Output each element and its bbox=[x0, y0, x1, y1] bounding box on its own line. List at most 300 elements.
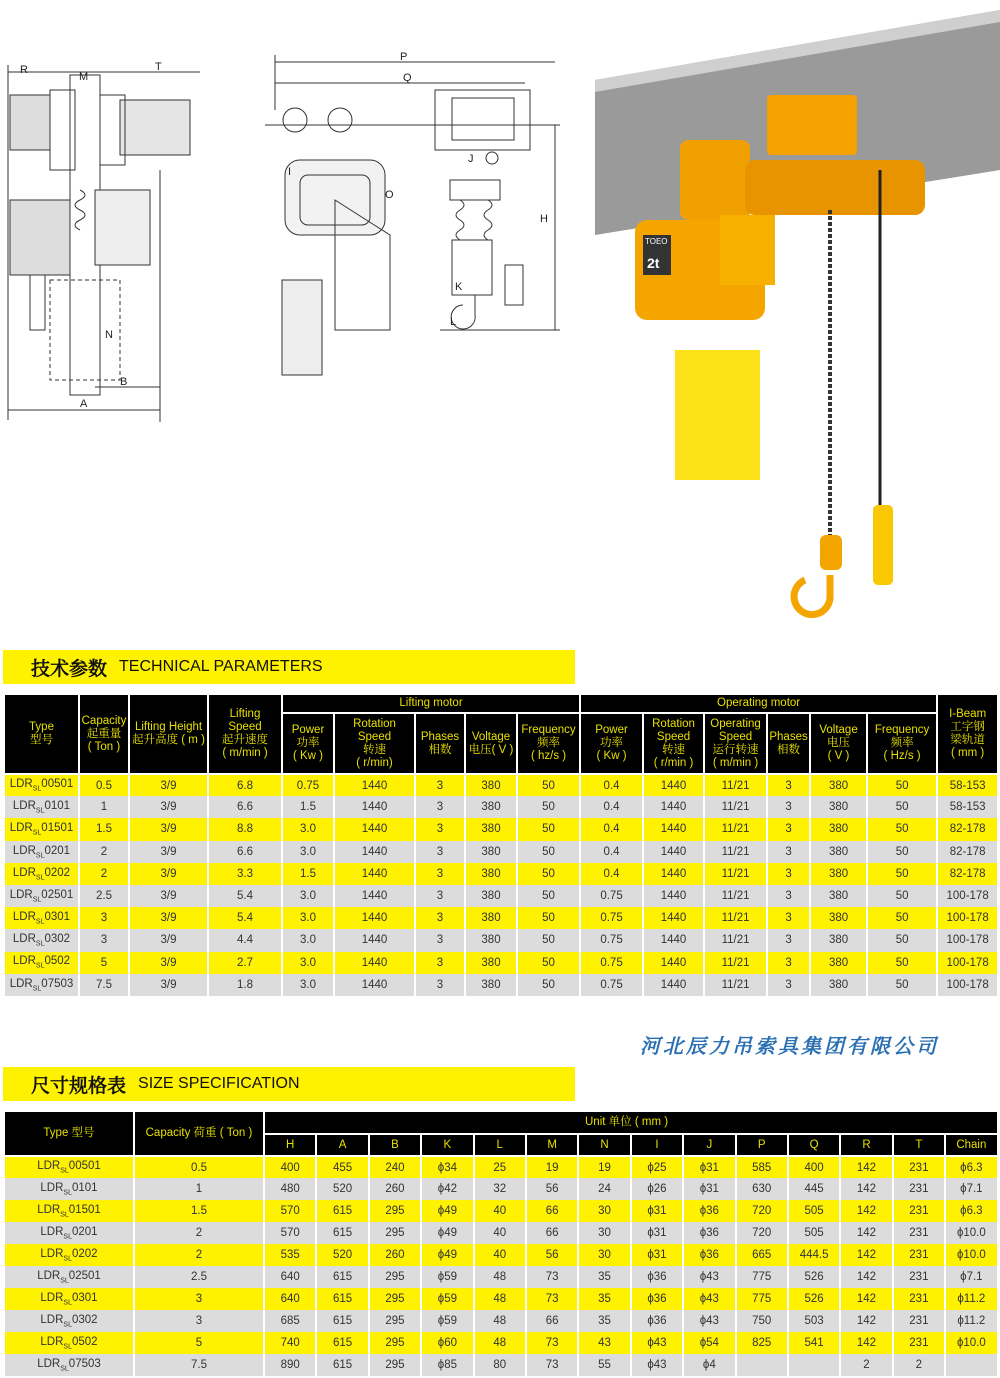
table-cell: 640 bbox=[264, 1266, 316, 1288]
table-cell: ϕ25 bbox=[631, 1156, 683, 1178]
table-cell: 0.75 bbox=[580, 929, 643, 951]
table-cell: 3/9 bbox=[129, 974, 208, 996]
side-view-drawing bbox=[265, 51, 560, 375]
table-cell: 2.5 bbox=[134, 1266, 264, 1288]
header-dim: I bbox=[631, 1134, 683, 1156]
type-cell: $LDR_{SL}0101$ bbox=[4, 1178, 134, 1200]
table-cell: ϕ11.2 bbox=[945, 1310, 998, 1332]
table-cell: 50 bbox=[517, 818, 580, 840]
table-cell: 585 bbox=[736, 1156, 788, 1178]
table-cell: ϕ49 bbox=[421, 1200, 473, 1222]
table-cell: 3.0 bbox=[282, 885, 334, 907]
table-cell: 58-153 bbox=[937, 774, 998, 796]
table-cell: 1440 bbox=[643, 974, 704, 996]
table-cell: 444.5 bbox=[788, 1244, 840, 1266]
table-cell: 1.5 bbox=[282, 796, 334, 818]
table-cell: 640 bbox=[264, 1288, 316, 1310]
table-cell: ϕ10.0 bbox=[945, 1222, 998, 1244]
label-P: P bbox=[400, 51, 408, 63]
table-row bbox=[4, 907, 998, 929]
table-cell: 30 bbox=[578, 1200, 630, 1222]
table-cell: 380 bbox=[810, 885, 867, 907]
table-cell: 7.5 bbox=[79, 974, 129, 996]
table-cell: 50 bbox=[517, 774, 580, 796]
table-cell: 1440 bbox=[643, 907, 704, 929]
header-dim: A bbox=[316, 1134, 368, 1156]
table-cell: 19 bbox=[578, 1156, 630, 1178]
table-cell: ϕ42 bbox=[421, 1178, 473, 1200]
table-cell: 3 bbox=[767, 929, 810, 951]
table-cell: 50 bbox=[867, 774, 937, 796]
table-cell: 480 bbox=[264, 1178, 316, 1200]
table-cell: 82-178 bbox=[937, 841, 998, 863]
header-rot: Rotation Speed 转速 ( r/min) bbox=[334, 713, 415, 774]
table-cell: ϕ49 bbox=[421, 1244, 473, 1266]
table-cell: 3 bbox=[415, 841, 465, 863]
header-dim: Q bbox=[788, 1134, 840, 1156]
label-T: T bbox=[155, 61, 162, 73]
table-cell: 100-178 bbox=[937, 974, 998, 996]
table-cell: 3 bbox=[415, 863, 465, 885]
table-cell: 73 bbox=[526, 1354, 578, 1376]
table-cell: 55 bbox=[578, 1354, 630, 1376]
table-cell: 2 bbox=[134, 1222, 264, 1244]
table-cell: 1440 bbox=[334, 841, 415, 863]
table-cell: 3 bbox=[415, 974, 465, 996]
table-row bbox=[4, 863, 998, 885]
table-cell: 100-178 bbox=[937, 952, 998, 974]
table-cell: ϕ31 bbox=[631, 1200, 683, 1222]
table-cell: 58-153 bbox=[937, 796, 998, 818]
type-cell: $LDR_{SL}07503$ bbox=[4, 1354, 134, 1376]
label-N: N bbox=[105, 329, 113, 341]
table-cell: 48 bbox=[474, 1288, 526, 1310]
table-cell: 3 bbox=[415, 907, 465, 929]
header-phases: Phases 相数 bbox=[415, 713, 465, 774]
table-cell: 3 bbox=[415, 796, 465, 818]
table-cell: 40 bbox=[474, 1200, 526, 1222]
table-cell: 3/9 bbox=[129, 818, 208, 840]
table-cell: 35 bbox=[578, 1310, 630, 1332]
table-cell: 1440 bbox=[334, 952, 415, 974]
table-cell: 3.0 bbox=[282, 841, 334, 863]
table-cell: 3 bbox=[767, 796, 810, 818]
label-L: L bbox=[450, 316, 457, 328]
table-cell: 380 bbox=[465, 952, 517, 974]
technical-parameters-table bbox=[3, 693, 999, 996]
table-cell: 526 bbox=[788, 1288, 840, 1310]
table-cell: 630 bbox=[736, 1178, 788, 1200]
table-cell: 3 bbox=[767, 863, 810, 885]
table-cell: 503 bbox=[788, 1310, 840, 1332]
table-cell: 825 bbox=[736, 1332, 788, 1354]
table-cell: 1440 bbox=[643, 796, 704, 818]
table-cell: ϕ36 bbox=[631, 1288, 683, 1310]
heading-en: SIZE SPECIFICATION bbox=[138, 1075, 300, 1092]
table-cell: ϕ43 bbox=[631, 1332, 683, 1354]
table-cell: ϕ10.0 bbox=[945, 1244, 998, 1266]
table-row bbox=[4, 841, 998, 863]
table-cell: 1440 bbox=[643, 818, 704, 840]
table-cell: 142 bbox=[840, 1310, 892, 1332]
type-cell: $LDR_{SL}0202$ bbox=[4, 1244, 134, 1266]
table-cell: 380 bbox=[810, 841, 867, 863]
table-cell: 750 bbox=[736, 1310, 788, 1332]
table-cell: 3 bbox=[415, 929, 465, 951]
table-cell: 526 bbox=[788, 1266, 840, 1288]
table-cell: 380 bbox=[465, 974, 517, 996]
table-cell: 7.5 bbox=[134, 1354, 264, 1376]
table-cell: 260 bbox=[369, 1178, 421, 1200]
table-row bbox=[4, 796, 998, 818]
header-voltage: Voltage 电压( V ) bbox=[465, 713, 517, 774]
table-cell: 1440 bbox=[334, 907, 415, 929]
header-power: Power 功率 ( Kw ) bbox=[282, 713, 334, 774]
header-capacity: Capacity 起重量 ( Ton ) bbox=[79, 694, 129, 774]
table-cell: 295 bbox=[369, 1200, 421, 1222]
table-cell: 50 bbox=[517, 974, 580, 996]
table-row bbox=[4, 952, 998, 974]
header-unit: Unit 单位 ( mm ) bbox=[264, 1111, 998, 1134]
table-cell: 50 bbox=[867, 885, 937, 907]
table-cell: 400 bbox=[264, 1156, 316, 1178]
table-cell: ϕ49 bbox=[421, 1222, 473, 1244]
header-op-phases: Phases 相数 bbox=[767, 713, 810, 774]
table-cell: 3/9 bbox=[129, 774, 208, 796]
header-dim: J bbox=[683, 1134, 735, 1156]
table-cell: 11/21 bbox=[704, 796, 767, 818]
table-cell: 570 bbox=[264, 1222, 316, 1244]
header-dim: N bbox=[578, 1134, 630, 1156]
table-cell: ϕ7.1 bbox=[945, 1178, 998, 1200]
table-cell: 231 bbox=[893, 1244, 945, 1266]
table-cell: 100-178 bbox=[937, 907, 998, 929]
brand-label: TOEO bbox=[645, 237, 668, 246]
table-cell: ϕ6.3 bbox=[945, 1200, 998, 1222]
table-cell: 50 bbox=[867, 841, 937, 863]
table-cell bbox=[788, 1354, 840, 1376]
type-cell: $LDR_{SL}01501$ bbox=[4, 818, 79, 840]
header-op-voltage: Voltage 电压 ( V ) bbox=[810, 713, 867, 774]
table-cell: ϕ31 bbox=[683, 1178, 735, 1200]
table-cell: 380 bbox=[465, 885, 517, 907]
table-cell: 3.0 bbox=[282, 952, 334, 974]
table-cell: 1440 bbox=[643, 952, 704, 974]
table-cell: 380 bbox=[465, 818, 517, 840]
table-cell: 40 bbox=[474, 1222, 526, 1244]
table-cell: 3 bbox=[415, 885, 465, 907]
table-cell: 445 bbox=[788, 1178, 840, 1200]
table-cell: 11/21 bbox=[704, 774, 767, 796]
table-cell: 380 bbox=[465, 863, 517, 885]
table-cell: 1440 bbox=[643, 863, 704, 885]
table-cell: 380 bbox=[465, 929, 517, 951]
table-row bbox=[4, 1156, 998, 1178]
table-cell: 19 bbox=[526, 1156, 578, 1178]
table-row bbox=[4, 1310, 998, 1332]
table-cell: 775 bbox=[736, 1266, 788, 1288]
table-cell: ϕ43 bbox=[683, 1310, 735, 1332]
table-cell: 3 bbox=[767, 818, 810, 840]
table-cell: 3 bbox=[79, 929, 129, 951]
table-cell: 720 bbox=[736, 1200, 788, 1222]
header-capacity: Capacity 荷重 ( Ton ) bbox=[134, 1111, 264, 1156]
label-M: M bbox=[79, 71, 89, 83]
table-cell: ϕ36 bbox=[683, 1200, 735, 1222]
table-cell: 615 bbox=[316, 1310, 368, 1332]
product-photo-hoist bbox=[595, 10, 1000, 620]
table-cell: 5.4 bbox=[208, 907, 282, 929]
table-cell: 56 bbox=[526, 1244, 578, 1266]
type-cell: $LDR_{SL}02501$ bbox=[4, 885, 79, 907]
table-cell: 615 bbox=[316, 1266, 368, 1288]
header-op-speed: Operating Speed 运行转速 ( m/min ) bbox=[704, 713, 767, 774]
table-cell: 43 bbox=[578, 1332, 630, 1354]
table-cell: 231 bbox=[893, 1288, 945, 1310]
table-cell: 3/9 bbox=[129, 952, 208, 974]
table-cell: 0.4 bbox=[580, 796, 643, 818]
table-row bbox=[4, 1200, 998, 1222]
type-cell: $LDR_{SL}0202$ bbox=[4, 863, 79, 885]
table-cell: 40 bbox=[474, 1244, 526, 1266]
table-cell: 142 bbox=[840, 1200, 892, 1222]
type-cell: $LDR_{SL}00501$ bbox=[4, 1156, 134, 1178]
table-cell: ϕ7.1 bbox=[945, 1266, 998, 1288]
table-cell: 50 bbox=[517, 952, 580, 974]
table-cell: 2 bbox=[840, 1354, 892, 1376]
table-cell: 775 bbox=[736, 1288, 788, 1310]
table-cell: 2.5 bbox=[79, 885, 129, 907]
table-cell: 73 bbox=[526, 1288, 578, 1310]
table-cell: 3.3 bbox=[208, 863, 282, 885]
table-cell: 11/21 bbox=[704, 885, 767, 907]
table-cell: ϕ26 bbox=[631, 1178, 683, 1200]
label-B: B bbox=[120, 376, 128, 388]
label-K: K bbox=[455, 281, 463, 293]
table-cell: 142 bbox=[840, 1178, 892, 1200]
table-cell: 6.8 bbox=[208, 774, 282, 796]
table-cell: 231 bbox=[893, 1156, 945, 1178]
table-cell: 6.6 bbox=[208, 841, 282, 863]
type-cell: $LDR_{SL}0502$ bbox=[4, 1332, 134, 1354]
table-cell: 0.75 bbox=[282, 774, 334, 796]
table-cell: 80 bbox=[474, 1354, 526, 1376]
type-cell: $LDR_{SL}0302$ bbox=[4, 1310, 134, 1332]
type-cell: $LDR_{SL}0302$ bbox=[4, 929, 79, 951]
label-O: O bbox=[385, 189, 394, 201]
table-cell: 50 bbox=[867, 863, 937, 885]
table-cell bbox=[945, 1354, 998, 1376]
table-cell: 50 bbox=[867, 796, 937, 818]
header-freq: Frequency 频率 ( hz/s ) bbox=[517, 713, 580, 774]
table-cell: 380 bbox=[810, 774, 867, 796]
table-cell: 11/21 bbox=[704, 907, 767, 929]
table-cell: 3 bbox=[134, 1310, 264, 1332]
table-cell: ϕ43 bbox=[683, 1288, 735, 1310]
header-lift-height: Lifting Height 起升高度 ( m ) bbox=[129, 694, 208, 774]
table-cell: 50 bbox=[517, 863, 580, 885]
table-cell: ϕ59 bbox=[421, 1310, 473, 1332]
table-cell: ϕ36 bbox=[683, 1244, 735, 1266]
table-cell: 505 bbox=[788, 1222, 840, 1244]
table-cell: ϕ59 bbox=[421, 1288, 473, 1310]
header-dim: L bbox=[474, 1134, 526, 1156]
table-cell: 3 bbox=[415, 818, 465, 840]
table-cell: 100-178 bbox=[937, 929, 998, 951]
table-cell: 380 bbox=[810, 863, 867, 885]
table-cell: 380 bbox=[810, 796, 867, 818]
table-cell: ϕ31 bbox=[631, 1222, 683, 1244]
table-cell: 2 bbox=[79, 863, 129, 885]
table-cell: 0.5 bbox=[134, 1156, 264, 1178]
table-cell: 615 bbox=[316, 1222, 368, 1244]
type-cell: $LDR_{SL}0201$ bbox=[4, 841, 79, 863]
header-dim: M bbox=[526, 1134, 578, 1156]
table-cell: 3.0 bbox=[282, 907, 334, 929]
table-cell: 5.4 bbox=[208, 885, 282, 907]
table-cell: 520 bbox=[316, 1178, 368, 1200]
table-row bbox=[4, 885, 998, 907]
table-cell: 3.0 bbox=[282, 818, 334, 840]
table-cell: ϕ34 bbox=[421, 1156, 473, 1178]
table-cell: 615 bbox=[316, 1354, 368, 1376]
table-cell: 1440 bbox=[334, 885, 415, 907]
table-cell: 24 bbox=[578, 1178, 630, 1200]
table-cell: 295 bbox=[369, 1222, 421, 1244]
table-cell: 505 bbox=[788, 1200, 840, 1222]
table-row bbox=[4, 1266, 998, 1288]
table-cell: 50 bbox=[517, 796, 580, 818]
table-cell: 3/9 bbox=[129, 863, 208, 885]
table-cell: 380 bbox=[465, 774, 517, 796]
table-cell: 1440 bbox=[643, 841, 704, 863]
table-cell: 541 bbox=[788, 1332, 840, 1354]
table-cell: ϕ11.2 bbox=[945, 1288, 998, 1310]
table-row bbox=[4, 1222, 998, 1244]
table-cell: 2 bbox=[893, 1354, 945, 1376]
table-cell: ϕ10.0 bbox=[945, 1332, 998, 1354]
table-cell: 231 bbox=[893, 1310, 945, 1332]
label-I: I bbox=[288, 166, 292, 178]
type-cell: $LDR_{SL}00501$ bbox=[4, 774, 79, 796]
table-cell: 380 bbox=[810, 929, 867, 951]
table-cell: 1.5 bbox=[134, 1200, 264, 1222]
table-cell: 3 bbox=[415, 774, 465, 796]
table-cell: 35 bbox=[578, 1288, 630, 1310]
table-cell: 66 bbox=[526, 1200, 578, 1222]
table-cell: 100-178 bbox=[937, 885, 998, 907]
header-dim: B bbox=[369, 1134, 421, 1156]
size-specification-table bbox=[3, 1110, 999, 1376]
table-cell bbox=[736, 1354, 788, 1376]
table-cell: 1.5 bbox=[282, 863, 334, 885]
table-cell: ϕ43 bbox=[683, 1266, 735, 1288]
table-cell: 1440 bbox=[643, 774, 704, 796]
table-cell: 380 bbox=[810, 907, 867, 929]
table-cell: 8.8 bbox=[208, 818, 282, 840]
type-cell: $LDR_{SL}01501$ bbox=[4, 1200, 134, 1222]
table-cell: 142 bbox=[840, 1288, 892, 1310]
table-cell: 3 bbox=[415, 952, 465, 974]
table-cell: 56 bbox=[526, 1178, 578, 1200]
table-row bbox=[4, 774, 998, 796]
heading-cn: 尺寸规格表 bbox=[31, 1074, 127, 1097]
table-cell: 73 bbox=[526, 1332, 578, 1354]
table-cell: 3.0 bbox=[282, 929, 334, 951]
table-cell: 380 bbox=[465, 841, 517, 863]
table-cell: 48 bbox=[474, 1310, 526, 1332]
table-cell: 1440 bbox=[643, 885, 704, 907]
heading-cn: 技术参数 bbox=[31, 657, 108, 680]
table-cell: 50 bbox=[867, 974, 937, 996]
table-cell: 2 bbox=[134, 1244, 264, 1266]
table-cell: 3 bbox=[767, 952, 810, 974]
table-cell: 0.75 bbox=[580, 974, 643, 996]
type-cell: $LDR_{SL}0101$ bbox=[4, 796, 79, 818]
type-cell: $LDR_{SL}0201$ bbox=[4, 1222, 134, 1244]
table-cell: 3/9 bbox=[129, 841, 208, 863]
type-cell: $LDR_{SL}02501$ bbox=[4, 1266, 134, 1288]
table-row bbox=[4, 1244, 998, 1266]
table-cell: ϕ6.3 bbox=[945, 1156, 998, 1178]
table-cell: 142 bbox=[840, 1222, 892, 1244]
table-cell: 50 bbox=[867, 952, 937, 974]
table-cell: 1 bbox=[79, 796, 129, 818]
table-cell: ϕ36 bbox=[631, 1266, 683, 1288]
table-cell: 30 bbox=[578, 1244, 630, 1266]
table-cell: 50 bbox=[517, 841, 580, 863]
table-cell: 295 bbox=[369, 1266, 421, 1288]
table-cell: 1440 bbox=[334, 929, 415, 951]
table-cell: 720 bbox=[736, 1222, 788, 1244]
table-cell: 295 bbox=[369, 1354, 421, 1376]
tech-parameters-heading bbox=[3, 650, 575, 684]
table-cell: 615 bbox=[316, 1200, 368, 1222]
table-row bbox=[4, 1332, 998, 1354]
table-cell: 50 bbox=[517, 907, 580, 929]
table-cell: 0.4 bbox=[580, 774, 643, 796]
label-J: J bbox=[468, 153, 474, 165]
table-cell: 32 bbox=[474, 1178, 526, 1200]
label-A: A bbox=[80, 398, 88, 410]
table-cell: ϕ4 bbox=[683, 1354, 735, 1376]
label-H: H bbox=[540, 213, 548, 225]
table-cell: 240 bbox=[369, 1156, 421, 1178]
header-op-freq: Frequency 频率 ( Hz/s ) bbox=[867, 713, 937, 774]
label-Q: Q bbox=[403, 72, 412, 84]
table-cell: 1440 bbox=[334, 974, 415, 996]
header-dim: Chain bbox=[945, 1134, 998, 1156]
table-cell: 4.4 bbox=[208, 929, 282, 951]
table-cell: ϕ31 bbox=[683, 1156, 735, 1178]
table-cell: 1440 bbox=[334, 796, 415, 818]
table-cell: 260 bbox=[369, 1244, 421, 1266]
table-cell: 3/9 bbox=[129, 907, 208, 929]
type-cell: $LDR_{SL}0301$ bbox=[4, 907, 79, 929]
table-cell: 3 bbox=[767, 841, 810, 863]
table-cell: 890 bbox=[264, 1354, 316, 1376]
table-cell: 2.7 bbox=[208, 952, 282, 974]
table-cell: ϕ60 bbox=[421, 1332, 473, 1354]
table-cell: 5 bbox=[79, 952, 129, 974]
table-cell: 3 bbox=[79, 907, 129, 929]
header-dim: R bbox=[840, 1134, 892, 1156]
label-R: R bbox=[20, 64, 28, 76]
table-cell: ϕ59 bbox=[421, 1266, 473, 1288]
table-cell: 1440 bbox=[643, 929, 704, 951]
table-cell: 142 bbox=[840, 1266, 892, 1288]
table-cell: 0.75 bbox=[580, 885, 643, 907]
